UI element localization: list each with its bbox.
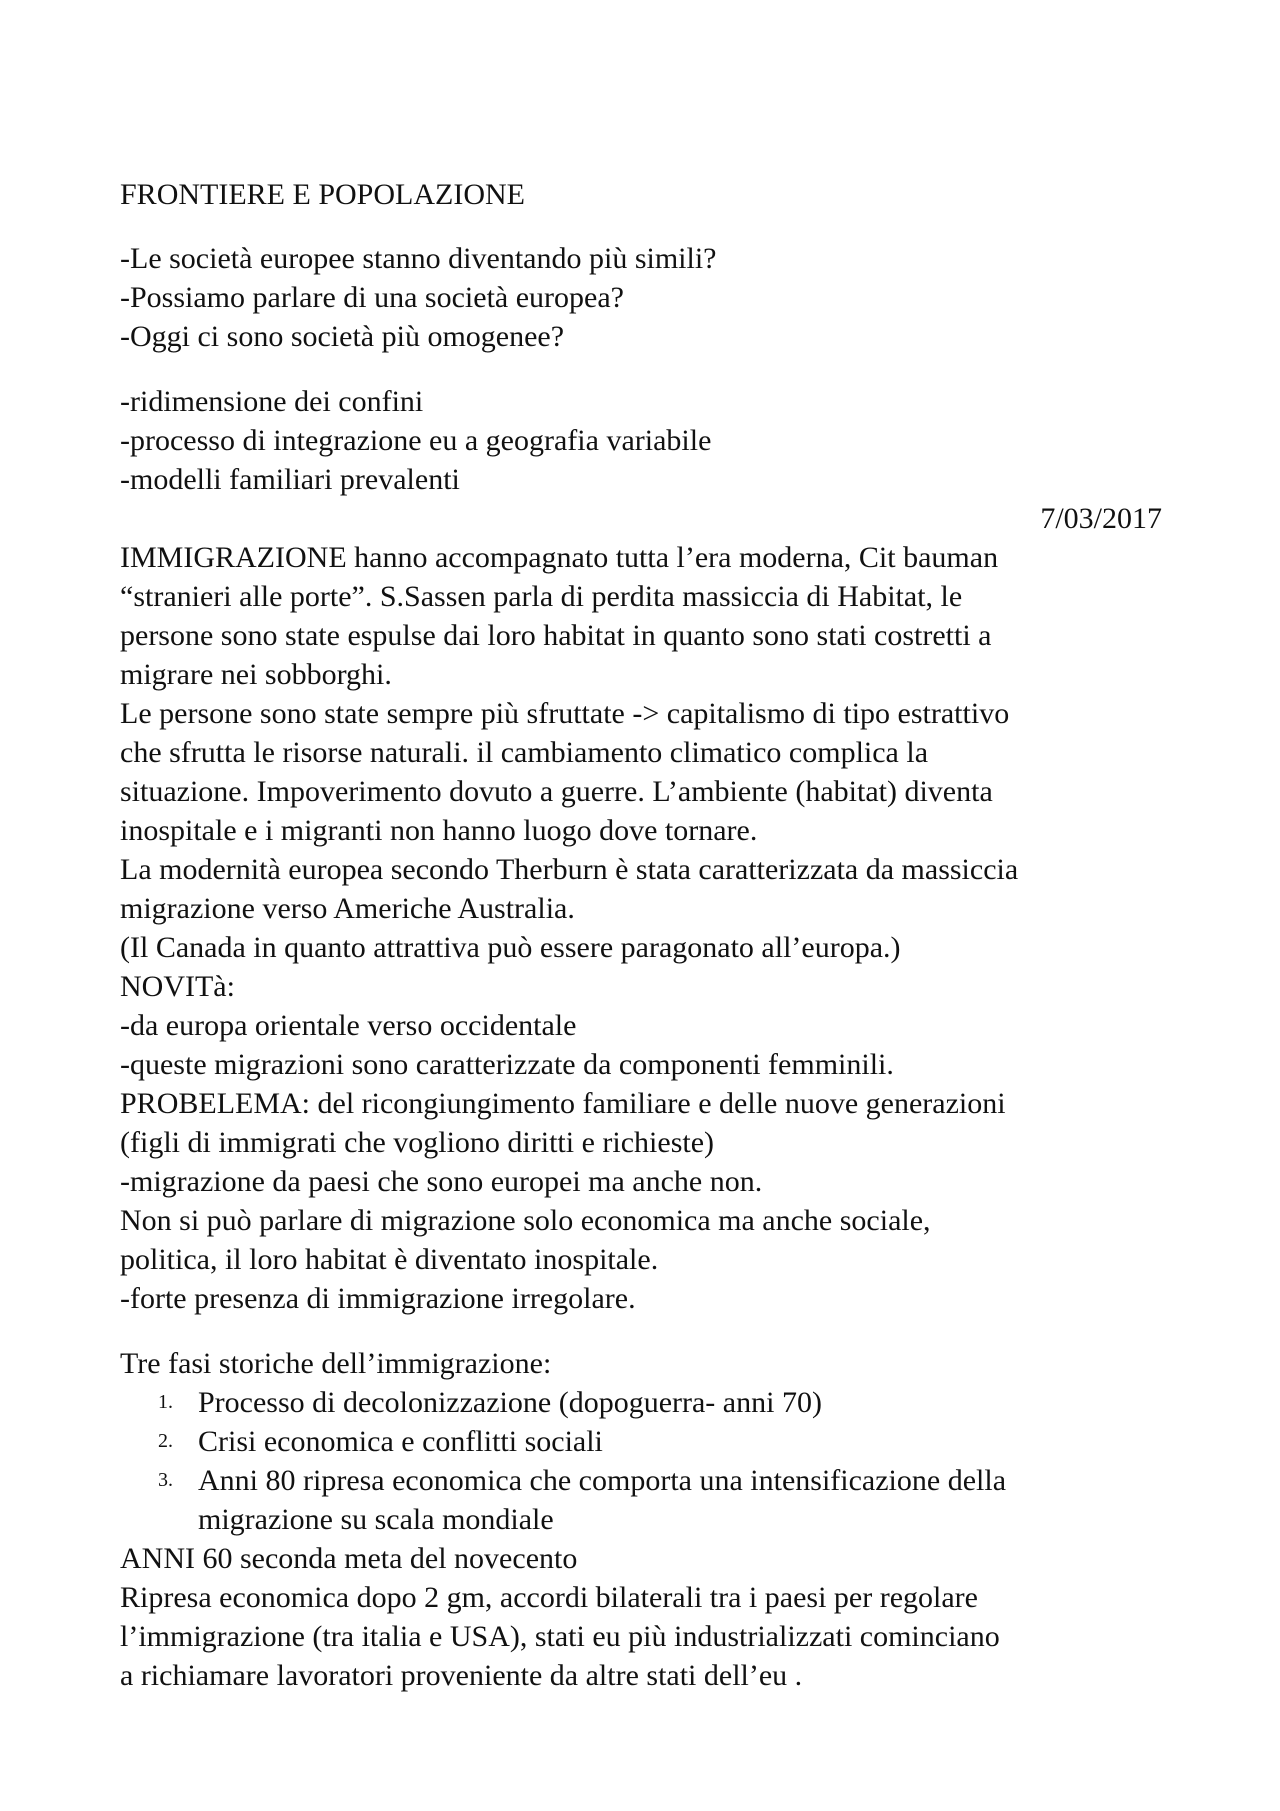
list-item <box>120 1383 1162 1422</box>
questions-block <box>120 239 1162 356</box>
themes-block <box>120 382 1162 499</box>
closing-block <box>120 1539 1162 1695</box>
body-line: (Il Canada in quanto attrattiva può essere paragonato all’europa.) <box>120 931 901 964</box>
body-line: (figli di immigrati che vogliono diritti e richieste) <box>120 1126 715 1159</box>
list-item-text: migrazione su scala mondiale <box>198 1503 554 1536</box>
theme-line: -processo di integrazione eu a geografia variabile <box>120 424 712 457</box>
closing-line: ANNI 60 seconda meta del novecento <box>120 1542 578 1575</box>
spacer <box>120 356 1162 382</box>
body-line: inospitale e i migranti non hanno luogo dove tornare. <box>120 814 758 847</box>
question-line: -Possiamo parlare di una società europea? <box>120 281 624 314</box>
body-line: “stranieri alle porte”. S.Sassen parla di perdita massiccia di Habitat, le <box>120 580 963 613</box>
list-item-text: Crisi economica e conflitti sociali <box>198 1425 603 1458</box>
body-line: IMMIGRAZIONE hanno accompagnato tutta l’era moderna, Cit bauman <box>120 541 999 574</box>
list-item-text: Anni 80 ripresa economica che comporta una intensificazione della <box>198 1464 1007 1497</box>
list-number: 2. <box>158 1430 173 1452</box>
body-line: Le persone sono state sempre più sfruttate -> capitalismo di tipo estrattivo <box>120 697 1010 730</box>
body-line: -migrazione da paesi che sono europei ma anche non. <box>120 1165 763 1198</box>
body-line: migrazione verso Americhe Australia. <box>120 892 575 925</box>
theme-line: -ridimensione dei confini <box>120 385 424 418</box>
body-line: migrare nei sobborghi. <box>120 658 392 691</box>
document-page <box>120 175 1162 1695</box>
theme-line: -modelli familiari prevalenti <box>120 463 460 496</box>
question-line: -Le società europee stanno diventando più simili? <box>120 242 717 275</box>
body-line: La modernità europea secondo Therburn è stata caratterizzata da massiccia <box>120 853 1019 886</box>
body-line: politica, il loro habitat è diventato inospitale. <box>120 1243 659 1276</box>
body-line: -da europa orientale verso occidentale <box>120 1009 577 1042</box>
list-number: 3. <box>158 1469 173 1491</box>
phases-intro: Tre fasi storiche dell’immigrazione: <box>120 1347 552 1380</box>
body-line: persone sono state espulse dai loro habitat in quanto sono stati costretti a <box>120 619 992 652</box>
list-item <box>120 1461 1162 1539</box>
phases-list <box>120 1383 1162 1539</box>
body-line: che sfrutta le risorse naturali. il cambiamento climatico complica la <box>120 736 929 769</box>
list-item-text: Processo di decolonizzazione (dopoguerra- anni 70) <box>198 1386 822 1419</box>
body-line: situazione. Impoverimento dovuto a guerre. L’ambiente (habitat) diventa <box>120 775 993 808</box>
question-line: -Oggi ci sono società più omogenee? <box>120 320 565 353</box>
body-line: -queste migrazioni sono caratterizzate da componenti femminili. <box>120 1048 894 1081</box>
lecture-date: 7/03/2017 <box>1040 502 1162 535</box>
list-item <box>120 1422 1162 1461</box>
spacer <box>120 1318 1162 1344</box>
closing-line: Ripresa economica dopo 2 gm, accordi bilaterali tra i paesi per regolare <box>120 1581 978 1614</box>
body-line: PROBELEMA: del ricongiungimento familiare e delle nuove generazioni <box>120 1087 1006 1120</box>
list-number: 1. <box>158 1391 173 1413</box>
body-line: Non si può parlare di migrazione solo economica ma anche sociale, <box>120 1204 931 1237</box>
immigration-body <box>120 538 1162 1318</box>
closing-line: a richiamare lavoratori proveniente da altre stati dell’eu . <box>120 1659 803 1692</box>
body-line: NOVITà: <box>120 970 235 1003</box>
closing-line: l’immigrazione (tra italia e USA), stati eu più industrializzati cominciano <box>120 1620 1000 1653</box>
document-title: FRONTIERE E POPOLAZIONE <box>120 178 525 211</box>
body-line: -forte presenza di immigrazione irregolare. <box>120 1282 636 1315</box>
